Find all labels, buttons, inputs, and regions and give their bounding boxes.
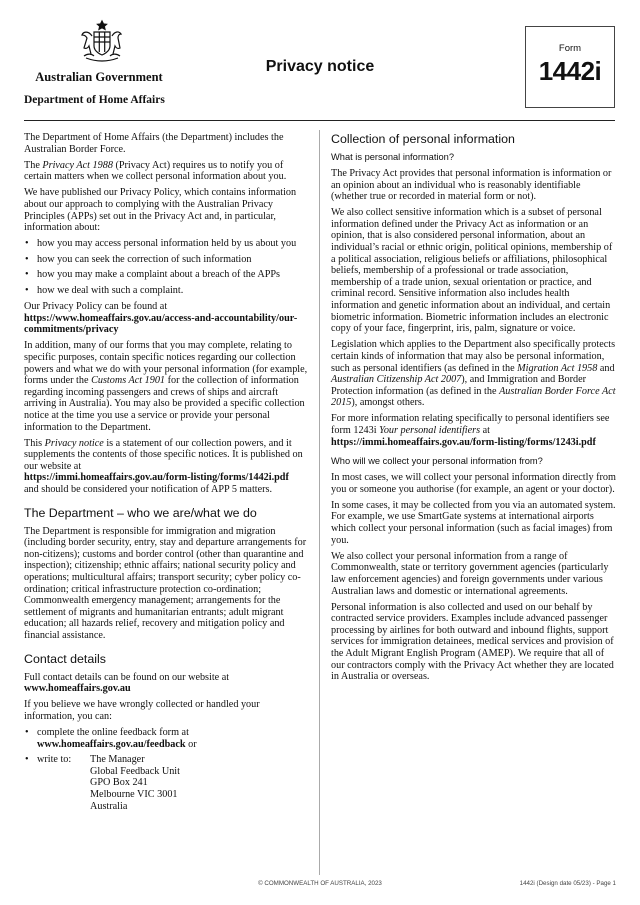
left-column	[24, 132, 308, 817]
website-link[interactable]: www.homeaffairs.gov.au	[24, 683, 131, 695]
who-paragraph: In most cases, we will collect your personal information directly from you or someone you authorise (for example, an agent or your doctor).	[331, 472, 616, 495]
identifiers-pdf-link[interactable]: https://immi.homeaffairs.gov.au/form-listing/forms/1243i.pdf	[331, 436, 596, 448]
form-number-box	[525, 26, 615, 108]
notice-paragraph: This Privacy notice is a statement of our collection powers, and it supplements the contents of those specific notices. It is published on our website at https://immi.homeaffairs.gov.au/form-listing/forms/1442i.pdf and should be considered your notification of APP 5 matters.	[24, 437, 303, 496]
act-title: Migration Act 1958	[517, 362, 598, 374]
who-paragraph: We also collect your personal information from a range of Commonwealth, state or territory government agencies (particularly law enforcement agencies) and foreign governments under various Australian laws and domestic or international agreements.	[331, 550, 609, 597]
contact-paragraph: Full contact details can be found on our website at www.homeaffairs.gov.au	[24, 671, 230, 695]
act-title: Australian Border Force Act 2015	[331, 385, 616, 409]
notice-pdf-link[interactable]: https://immi.homeaffairs.gov.au/form-listing/forms/1442i.pdf	[24, 472, 289, 484]
contact-options-list	[24, 727, 308, 812]
list-item: • how you may make a complaint about a breach of the APPs	[24, 269, 308, 281]
policy-topics-list	[24, 238, 308, 296]
footer-reference: 1442i (Design date 05/23) - Page 1	[519, 880, 616, 887]
privacy-act-paragraph: The Privacy Act 1988 (Privacy Act) requires us to notify you of certain matters when we collect personal information about you.	[24, 159, 287, 183]
header-divider	[24, 120, 615, 121]
what-is-heading: What is personal information?	[331, 152, 454, 162]
who-paragraph: Personal information is also collected and used on our behalf by contracted service providers. Examples include advanced passenger processing by airlines for both outward and inbound flights, support services for immigration detainees, medical services and provision of the Adult Migrant English Program (AMEP). We require that all of our contractors comply with the Privacy Act whether they are located in Australia or overseas.	[331, 601, 614, 683]
list-item: • how you can seek the correction of such information	[24, 254, 308, 266]
wrongly-handled-paragraph: If you believe we have wrongly collected or handled your information, you can:	[24, 699, 260, 722]
act-title: Australian Citizenship Act 2007	[331, 374, 462, 386]
more-info-paragraph: For more information relating specifically to personal identifiers see form 1243i Your personal identifiers at https://immi.homeaffairs.gov.au/form-listing/forms/1243i.pdf	[331, 413, 610, 448]
list-item: • how we deal with such a complaint.	[24, 285, 308, 297]
list-item	[24, 754, 308, 812]
sensitive-info-paragraph: We also collect sensitive information which is a subset of personal information defined under the Privacy Act as information or an opinion, that is also considered personal information, about an individual’s racial or ethnic origin, political opinions, membership of a political association, religious beliefs or affiliations, philosophical beliefs, membership of a professional or trade association, membership of a trade union, sexual orientation or practice, and criminal record. Sensitive information also includes health information and genetic information about an individual, and certain biometric information. Biometric information includes an electronic copy of your face, fingerprint, iris, palm, signature or voice.	[331, 207, 613, 335]
write-to-label: • write to:	[37, 754, 72, 766]
list-item: • complete the online feedback form at www.homeaffairs.gov.au/feedback or	[24, 727, 308, 750]
who-paragraph: In some cases, it may be collected from you via an automated system. For example, we use SmartGate systems at international airports which collect your personal information (such as facial images) from you.	[331, 499, 616, 546]
collection-heading: Collection of personal information	[331, 132, 515, 146]
government-name: Australian Government	[35, 70, 163, 84]
act-title: Privacy Act 1988	[42, 159, 113, 171]
form-number: 1442i	[538, 56, 602, 86]
who-heading: Who will we collect your personal information from?	[331, 456, 543, 467]
footer-copyright: © COMMONWEALTH OF AUSTRALIA, 2023	[258, 880, 382, 887]
definition-paragraph: The Privacy Act provides that personal information is information or an opinion about an individual who is reasonably identifiable (whether true or recorded in material form or not).	[331, 168, 612, 203]
list-item: • how you may access personal information held by us about you	[24, 238, 308, 250]
column-divider	[319, 130, 320, 875]
privacy-policy-link[interactable]: https://www.homeaffairs.gov.au/access-and-accountability/our-commitments/privacy	[24, 312, 298, 336]
policy-intro-paragraph: We have published our Privacy Policy, which contains information about our approach to complying with the Australian Privacy Principles (APPs) set out in the Privacy Act and, in particular, information about:	[24, 187, 297, 234]
form-label: Form	[558, 43, 582, 54]
feedback-link[interactable]: www.homeaffairs.gov.au/feedback	[37, 738, 186, 750]
intro-paragraph: The Department of Home Affairs (the Department) includes the Australian Border Force.	[24, 132, 284, 155]
department-name: Department of Home Affairs	[24, 94, 165, 106]
notice-title: Privacy notice	[44, 437, 104, 449]
right-column	[331, 132, 616, 687]
forms-paragraph: In addition, many of our forms that you may complete, relating to specific purposes, contain specific notices regarding our collection powers and what we do with your personal information (for example, forms under the Customs Act 1901 for the collection of information regarding incoming passengers and crews of ships and aircraft arriving in Australia). You may also be provided a specific collection notice at the time you use a service or provide your personal information to the Department.	[24, 340, 308, 433]
page-title: Privacy notice	[265, 58, 375, 75]
form-title: Your personal identifiers	[379, 424, 481, 436]
department-paragraph: The Department is responsible for immigration and migration (including border security, entry, stay and departure arrangements for non-citizens); customs and border control (other than quarantine and inspection); citizenship; ethnic affairs; national security policy and operations; multicultural affairs; transport security; cyber policy co-ordination; critical infrastructure protection co-ordination; Commonwealth emergency management; arrangements for the settlement of migrants and humanitarian entrants; adult migrant education; all hazards relief, recovery and mitigation policy and financial assistance.	[24, 525, 307, 641]
contact-heading: Contact details	[24, 651, 106, 666]
legislation-paragraph: Legislation which applies to the Department also specifically protects certain kinds of information that may also be personal information, such as personal identifiers (as defined in the Migration Act 1958 and Australian Citizenship Act 2007), and Immigration and Border Protection information (as defined in the Australian Border Force Act 2015), amongst others.	[331, 339, 616, 409]
department-heading: The Department – who we are/what we do	[24, 505, 257, 520]
policy-location-paragraph: Our Privacy Policy can be found at https://www.homeaffairs.gov.au/access-and-accountability/our-commitments/privacy	[24, 301, 298, 336]
act-title: Customs Act 1901	[91, 375, 166, 387]
postal-address: The Manager Global Feedback Unit GPO Box 241 Melbourne VIC 3001 Australia	[90, 754, 180, 812]
